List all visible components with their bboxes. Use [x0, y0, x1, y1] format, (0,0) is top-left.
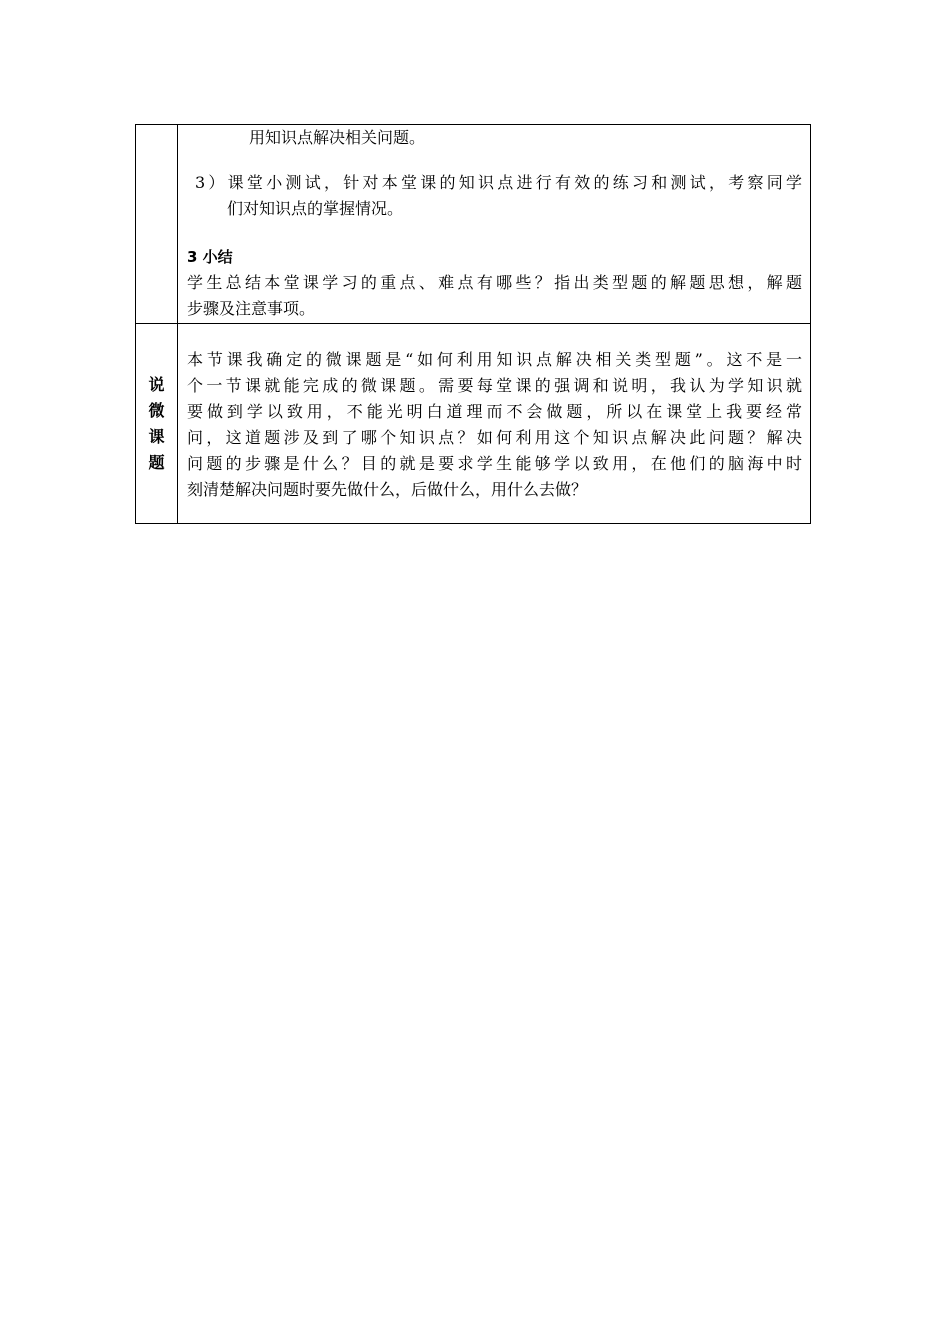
paragraph-line: 本节课我确定的微课题是“如何利用知识点解决相关类型题”。这不是一	[187, 350, 802, 369]
paragraph-line: 个一节课就能完成的微课题。需要每堂课的强调和说明，我认为学知识就	[187, 376, 802, 395]
paragraph-line: 步骤及注意事项。	[187, 299, 316, 318]
paragraph-line: 要做到学以致用，不能光明白道理而不会做题，所以在课堂上我要经常	[187, 402, 802, 421]
label-char: 课	[148, 426, 165, 446]
micro-topic-content-cell	[178, 324, 811, 524]
paragraph-line: 学生总结本堂课学习的重点、难点有哪些？指出类型题的解题思想，解题	[187, 273, 802, 292]
paragraph-line: 问，这道题涉及到了哪个知识点？如何利用这个知识点解决此问题？解决	[187, 428, 802, 447]
empty-label-cell	[136, 125, 178, 324]
row-label	[136, 372, 177, 476]
lesson-plan-table	[135, 124, 811, 524]
paragraph-line: 刻清楚解决问题时要先做什么，后做什么，用什么去做？	[187, 480, 588, 499]
row-label-cell	[136, 324, 178, 524]
table-row	[136, 125, 811, 324]
section-heading: 3 小结	[187, 248, 233, 266]
label-char: 题	[148, 452, 165, 472]
label-char: 微	[148, 400, 165, 420]
paragraph-line: 问题的步骤是什么？目的就是要求学生能够学以致用，在他们的脑海中时	[187, 454, 802, 473]
paragraph-line: 3）课堂小测试，针对本堂课的知识点进行有效的练习和测试，考察同学	[195, 173, 802, 192]
table-row	[136, 324, 811, 524]
paragraph-line: 用知识点解决相关问题。	[249, 128, 426, 147]
paragraph-line: 们对知识点的掌握情况。	[227, 199, 404, 218]
label-char: 说	[148, 374, 165, 394]
process-content-cell	[178, 125, 811, 324]
